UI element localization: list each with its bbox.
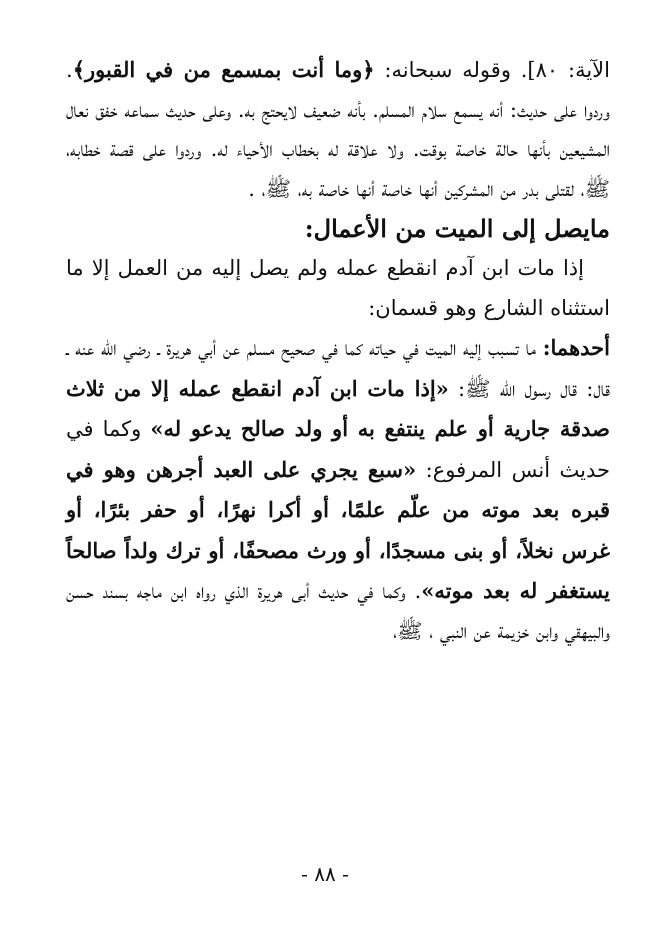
section-heading: مايصل إلى الميت من الأعمال: — [304, 214, 610, 243]
first-type-label: أحدهما: — [542, 335, 610, 360]
quran-quote: ﴿وما أنت بمسمع من في القبور﴾ — [72, 57, 375, 82]
paragraph-first-type — [66, 328, 610, 651]
paragraph-text: . وكما في حديث أبى هريرة الذي رواه ابن ماجه بسند حسن والبيهقي وابن خزيمة عن النبي ، ﷺ، — [66, 579, 610, 643]
paragraph-text: . وردوا على حديث: أنه يسمع سلام المسلم. بأنه ضعيف لايحتج به. وعلى حديث سماعه خفق نعال المشيعين بأنها حالة خاصة بوقت. ولا علاقة له بخطاب الأحياء له. وردوا على قصة خطابه، ﷺ، لقتلى بدر من المشركين أنها خاصة أنها خاصة به، ﷺ، . — [66, 58, 610, 201]
hadith-quote-muslim: «إذا مات ابن آدم انقطع عمله إلا من ثلاث صدقة جارية أو علم ينتفع به أو ولد صالح يدعو له» — [66, 375, 610, 441]
hadith-quote-anas: «سبع يجري على العبد أجرهن وهو في قبره بعد موته من علّم علمًا، أو أكرا نهرًا، أو حفر بئرًا، أو غرس نخلاً، أو بنى مسجدًا، أو ورث مصحفًا، أو ترك ولداً صالحاً يستغفر له بعد موته» — [66, 456, 611, 603]
paragraph-text: وكما في حديث أنس المرفوع: — [66, 417, 610, 482]
paragraph-quran-verse — [66, 50, 610, 209]
page-body — [66, 50, 610, 651]
paragraph-text: ما تسبب إليه الميت في حياته كما في صحيح مسلم عن أبي هريرة ـ رضي الله عنه ـ قال: قال رسول الله ﷺ: — [66, 336, 610, 401]
verse-reference: الآية: ٨٠]. وقوله سبحانه: — [374, 58, 610, 82]
page-number: - ٨٨ - — [301, 862, 349, 886]
paragraph-intro: إذا مات ابن آدم انقطع عمله ولم يصل إليه من العمل إلا ما استثناه الشارع وهو قسمان: — [66, 256, 610, 320]
